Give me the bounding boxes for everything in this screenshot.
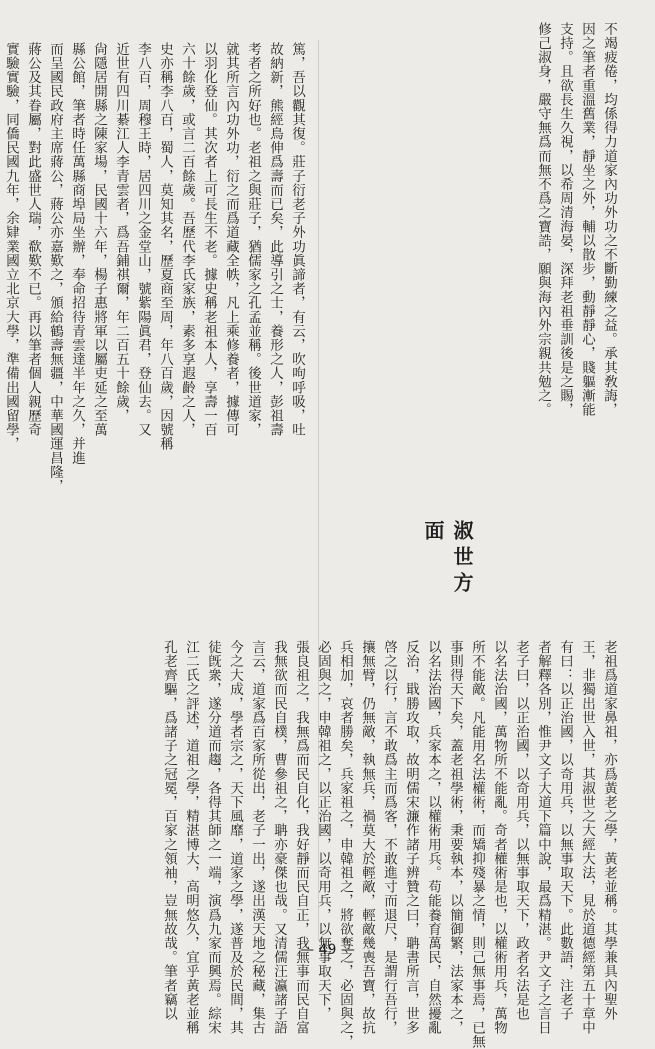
text-column: 言云，道家爲百家所從出，老子一出，遂出漢天地之秘藏，集古 [249, 640, 265, 1035]
text-column: 李八百，周穆王時，居四川之金堂山，號紫陽眞君，登仙去。又 [135, 42, 151, 437]
text-column: 啓之以行，言不敢爲主而爲客，不敢進寸而退尺，是謂行吾行， [381, 640, 397, 1035]
text-column: 江二氏之評述，道祖之學，精湛博大，高明悠久，宜乎黃老並稱 [183, 640, 199, 1035]
text-column: 有曰：以正治國，以奇用兵，以無事取天下。此數語，注老子 [557, 640, 573, 1021]
text-column: 六十餘歲，或言二百餘歲。吾歷代李氏家族，素多享遐齡之人， [179, 42, 195, 437]
section-heading: 淑世方面 [421, 520, 474, 598]
text-column: 事則得天下矣，蓋老祖學術，秉要執本，以簡御繁，法家本之， [447, 640, 463, 1035]
text-column: 我無欲而民自樸，曹參祖之，聃亦豪傑也哉。又清儒汪瀛諸子語 [271, 640, 287, 1035]
text-column: 老祖爲道家鼻祖，亦爲黃老之學，黃老並稱。其學兼具內聖外 [601, 640, 617, 1021]
text-column: 史亦稱李八百，蜀人，莫知其名，歷夏商至周，年八百歲，因號稱 [157, 42, 173, 451]
text-column: 今之大成，學者宗之，天下風靡，道家之學，遂普及於民間，其 [227, 640, 243, 1035]
text-column: 蔣公及其眷屬，對此盛世人瑞，欷歎不已。再以筆者個人親歷奇 [25, 42, 41, 437]
text-column: 因之筆者重溫舊業，靜坐之外，輔以散步，動靜靜心，賤軀漸能 [579, 22, 595, 417]
text-column: 孔老齊驅，爲諸子之冠冕，百家之領袖，豈無故哉。筆者竊以 [161, 640, 177, 1021]
text-column: 不竭疲倦，均係得力道家內功外功之不斷勤練之益。承其敎誨， [601, 22, 617, 417]
text-column: 縣公館，筆者時任萬縣商埠局坐辦，奉命招待青雲達半年之久，并進 [69, 42, 85, 465]
text-column: 所不能敵。凡能用名法權術，而矯抑殘暴之情，則己無事焉，已無 [469, 640, 485, 1049]
upper-right-text-block [334, 22, 619, 522]
text-column: 王，非獨出世入世，其淑世之大經大法，見於道德經第五十章中 [579, 640, 595, 1035]
text-column: 就其所言內功外功，衍之而爲道藏全帙，凡上乘修養者，據傳可 [223, 42, 239, 437]
text-column: 者解釋各別，惟尹文子大道下篇中說，最爲精湛。尹文子之言日 [535, 640, 551, 1035]
text-column: 攘無臂，仍無敵，執無兵，禍莫大於輕敵，輕敵幾喪吾寶，故抗 [359, 640, 375, 1035]
text-column: 張良祖之，我無爲而民自化，我好靜而民自正，我無事而民自富 [293, 640, 309, 1035]
text-column: 而呈國民政府主席蔣公，蔣公亦嘉歎之，頒給鶴壽無疆，中華國運昌隆， [47, 42, 63, 494]
text-column: 篤，吾以觀其復。莊子衍老子外功眞諦者，有云，吹呴呼吸，吐 [289, 42, 305, 437]
text-column: 實驗實驗，同僑民國九年，余肄業國立北京大學，準備出國留學， [3, 42, 19, 451]
text-column: 考者之所好也。老祖之與莊子，猶儒家之孔孟並稱。後世道家， [245, 42, 261, 437]
text-column: 故納新，熊經鳥伸爲壽而已矣，此導引之士，養形之人，彭祖壽 [267, 42, 283, 437]
text-column: 反治，戢勝攻取，故明儒宋濂作諸子辨贊之曰，聃書所言，世多 [403, 640, 419, 1035]
text-column: 以名法治國，兵家本之，以權術用兵。苟能養育萬民，自然擾亂 [425, 640, 441, 1035]
text-column: 修己淑身，嚴守無爲而無不爲之寶誥，願與海內外宗親共勉之。 [535, 22, 551, 417]
text-column: 近世有四川綦江人李青雲者，爲吾鋪祺爾，年二百五十餘歲， [113, 42, 129, 423]
text-column: 以名法治國，萬物所不能亂。奇者權術是也，以權術用兵，萬物 [491, 640, 507, 1035]
text-column: 尙隱居開縣之陳家場，民國十六年，楊子惠將軍以屬吏延之至萬 [91, 42, 107, 437]
page-number: — 49 — [300, 942, 355, 958]
text-column: 兵相加，哀者勝矣，兵家祖之，申韓祖之，將欲奪之，必固與之， [337, 640, 353, 1049]
text-column: 老子曰，以正治國，以奇用兵，以無事取天下，政者名法是也 [513, 640, 529, 1021]
left-text-block [3, 42, 307, 1035]
text-column: 以羽化登仙。其次者上可長生不老。據史稱老祖本人，享壽一百 [201, 42, 217, 437]
text-column: 必固與之，申韓祖之，以正治國，以奇用兵，以無事取天下， [315, 640, 331, 1021]
text-column: 支持。且欲長生久視，以希周清海晏，深拜老祖垂訓後是之賜， [557, 22, 573, 417]
text-column: 徒旣衆，遂分道而趨，各得其師之一端，演爲九家而興焉。綜宋 [205, 640, 221, 1035]
